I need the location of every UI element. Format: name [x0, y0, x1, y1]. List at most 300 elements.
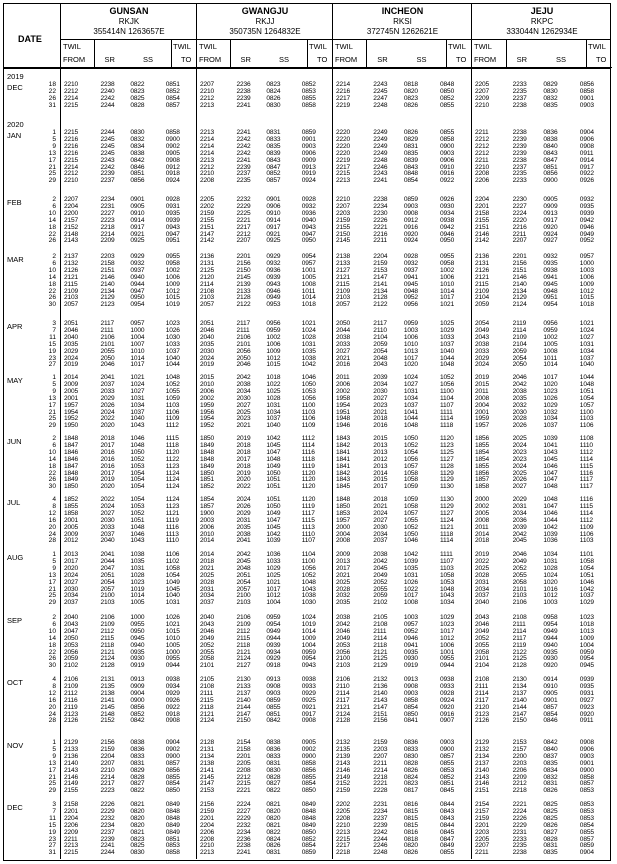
time-cell: 1115	[165, 435, 179, 442]
time-cell: 2039	[512, 523, 527, 531]
time-cell: 0856	[130, 177, 145, 185]
time-cell: 1855	[475, 462, 490, 470]
day-number: 20	[48, 523, 56, 531]
time-cell: 2051	[236, 571, 251, 579]
time-cell: 2028	[512, 415, 527, 423]
time-cell: 1005	[543, 340, 558, 348]
time-cell: 2111	[100, 326, 114, 334]
time-cell: 1052	[165, 380, 180, 388]
time-cell: 1036	[543, 537, 558, 545]
time-cell: 1036	[266, 551, 281, 558]
time-cell: 0902	[165, 745, 180, 753]
time-cell: 2054	[100, 578, 115, 586]
time-cell: 2137	[512, 689, 527, 697]
time-cell: 2121	[236, 648, 251, 656]
time-cell: 0955	[440, 655, 455, 663]
time-cell: 2038	[236, 380, 251, 388]
time-cell: 2216	[64, 135, 79, 143]
time-cell: 1017	[130, 361, 145, 369]
time-cell: 2242	[236, 149, 251, 157]
time-cell: 1119	[165, 516, 179, 524]
time-cell: 0904	[130, 689, 145, 697]
time-cell: 1046	[130, 530, 145, 538]
time-cell: 0823	[403, 94, 418, 102]
station-code: RKJJ	[255, 17, 275, 26]
time-cell: 0911	[579, 717, 594, 725]
time-cell: 1106	[579, 422, 594, 430]
time-cell: 0853	[579, 807, 594, 815]
time-cell: 0945	[130, 634, 145, 642]
time-cell: 2154	[236, 739, 251, 746]
time-cell: 2046	[512, 551, 527, 558]
day-number: 30	[48, 301, 56, 309]
time-cell: 1044	[440, 354, 455, 362]
day-number: 26	[48, 294, 56, 302]
time-cell: 0918	[165, 170, 180, 178]
time-cell: 2151	[475, 787, 490, 795]
time-cell: 2050	[100, 354, 115, 362]
time-cell: 1112	[301, 435, 315, 442]
day-number: 23	[48, 354, 56, 362]
time-cell: 0928	[165, 196, 180, 203]
time-cell: 0933	[301, 682, 316, 690]
time-cell: 2243	[100, 156, 115, 164]
day-number: 18	[48, 462, 56, 470]
time-cell: 2114	[512, 326, 527, 334]
time-cell: 2043	[200, 620, 215, 628]
time-cell: 0815	[403, 807, 418, 815]
time-cell: 2147	[373, 273, 388, 281]
twil-tick	[366, 40, 367, 68]
time-cell: 0823	[266, 81, 281, 88]
time-cell: 2208	[236, 766, 251, 774]
time-cell: 0946	[403, 634, 418, 642]
time-cell: 2030	[236, 394, 251, 402]
time-cell: 2108	[512, 614, 527, 621]
time-cell: 2006	[336, 380, 351, 388]
time-cell: 2037	[373, 537, 388, 545]
time-cell: 2046	[336, 627, 351, 635]
time-cell: 0914	[130, 216, 145, 224]
time-cell: 2120	[200, 273, 215, 281]
time-cell: 1021	[440, 301, 455, 309]
time-cell: 2210	[200, 170, 215, 178]
time-cell: 0910	[543, 682, 558, 690]
time-cell: 2017	[64, 557, 79, 565]
time-cell: 1116	[301, 448, 315, 456]
time-cell: 2129	[373, 662, 388, 670]
time-cell: 0835	[543, 849, 558, 857]
time-cell: 1037	[579, 354, 594, 362]
time-cell: 2010	[200, 530, 215, 538]
time-cell: 0935	[165, 209, 180, 217]
time-cell: 2055	[512, 571, 527, 579]
time-cell: 2020	[100, 483, 115, 491]
time-cell: 1104	[301, 551, 316, 558]
time-cell: 0826	[266, 94, 281, 102]
time-cell: 2039	[373, 374, 388, 381]
time-cell: 2043	[373, 361, 388, 369]
time-cell: 2135	[100, 682, 115, 690]
time-cell: 1020	[543, 578, 558, 586]
time-cell: 2216	[373, 230, 388, 238]
time-cell: 1052	[130, 455, 145, 463]
time-cell: 2249	[373, 149, 388, 157]
time-cell: 2109	[512, 333, 527, 341]
time-cell: 2207	[336, 202, 351, 210]
twil-tick	[506, 40, 507, 68]
time-cell: 1112	[165, 422, 179, 430]
time-cell: 0849	[301, 821, 316, 829]
time-cell: 1055	[165, 387, 180, 395]
time-cell: 2151	[200, 223, 215, 231]
time-cell: 2239	[236, 163, 251, 171]
time-cell: 2138	[100, 689, 115, 697]
time-cell: 1114	[301, 441, 315, 449]
time-cell: 2141	[200, 766, 215, 774]
time-cell: 1034	[543, 415, 558, 423]
time-cell: 0908	[165, 156, 180, 164]
time-cell: 1112	[579, 448, 593, 456]
time-cell: 1114	[440, 415, 454, 423]
time-cell: 2238	[512, 101, 527, 109]
time-cell: 2146	[64, 773, 79, 781]
time-cell: 2040	[200, 614, 215, 621]
time-cell: 2143	[64, 237, 79, 245]
time-cell: 2155	[200, 216, 215, 224]
time-cell: 2207	[373, 752, 388, 760]
time-cell: 1114	[440, 537, 454, 545]
time-cell: 1017	[266, 585, 281, 593]
time-cell: 2247	[373, 94, 388, 102]
time-cell: 2240	[100, 87, 115, 95]
time-cell: 2027	[100, 509, 115, 517]
time-cell: 0831	[266, 849, 281, 857]
time-cell: 0943	[266, 280, 281, 288]
time-cell: 0922	[579, 170, 594, 178]
time-cell: 2132	[336, 739, 351, 746]
time-cell: 0959	[579, 648, 594, 656]
time-cell: 1024	[579, 326, 594, 334]
time-cell: 0830	[403, 752, 418, 760]
sr-label: SR	[240, 55, 251, 64]
time-cell: 2207	[512, 237, 527, 245]
day-number: 11	[49, 333, 56, 341]
time-cell: 2221	[373, 780, 388, 788]
time-cell: 1850	[200, 435, 215, 442]
month-label: SEP	[7, 616, 23, 625]
time-cell: 2140	[236, 696, 251, 704]
month-label: MAR	[7, 255, 24, 264]
day-number: 13	[48, 149, 56, 157]
time-cell: 1850	[64, 483, 79, 491]
time-cell: 0854	[543, 710, 558, 718]
time-cell: 2242	[373, 828, 388, 836]
time-cell: 1957	[475, 422, 490, 430]
time-cell: 2159	[373, 739, 388, 746]
time-cell: 0857	[543, 703, 558, 711]
time-cell: 0936	[266, 266, 281, 274]
twilight-table	[3, 3, 611, 861]
time-cell: 0955	[440, 253, 455, 260]
time-cell: 2140	[100, 280, 115, 288]
time-cell: 2159	[475, 814, 490, 822]
time-cell: 2122	[373, 301, 388, 309]
time-cell: 2034	[236, 387, 251, 395]
time-cell: 0937	[130, 266, 145, 274]
time-cell: 2032	[512, 401, 527, 409]
time-cell: 1044	[579, 374, 594, 381]
time-cell: 2121	[200, 710, 215, 718]
time-cell: 2103	[512, 592, 527, 600]
time-cell: 1059	[165, 394, 180, 402]
time-cell: 2207	[475, 87, 490, 95]
time-cell: 0908	[403, 209, 418, 217]
time-cell: 2058	[200, 655, 215, 663]
time-cell: 2020	[64, 564, 79, 572]
time-cell: 2030	[200, 347, 215, 355]
time-cell: 0952	[579, 237, 594, 245]
time-cell: 1050	[130, 448, 145, 456]
time-cell: 2214	[64, 94, 79, 102]
time-cell: 0836	[543, 129, 558, 136]
time-cell: 0900	[543, 177, 558, 185]
time-cell: 1130	[440, 496, 454, 503]
time-cell: 1129	[440, 476, 454, 484]
time-cell: 2234	[100, 196, 115, 203]
time-cell: 2143	[475, 773, 490, 781]
time-cell: 2133	[236, 682, 251, 690]
time-cell: 0921	[266, 230, 281, 238]
time-cell: 2241	[236, 101, 251, 109]
time-cell: 2050	[236, 354, 251, 362]
time-cell: 2231	[373, 801, 388, 808]
time-cell: 1120	[165, 448, 180, 456]
time-cell: 0954	[266, 620, 281, 628]
time-cell: 0848	[403, 170, 418, 178]
day-number: 30	[48, 662, 56, 670]
twil-label: TWIL	[199, 42, 217, 51]
time-cell: 1002	[266, 333, 281, 341]
day-number: 2	[52, 253, 56, 260]
time-cell: 1049	[266, 462, 281, 470]
time-cell: 2101	[475, 655, 490, 663]
time-cell: 2047	[64, 627, 79, 635]
day-number: 20	[48, 703, 56, 711]
time-cell: 0826	[543, 821, 558, 829]
time-cell: 2021	[236, 422, 251, 430]
time-cell: 1052	[301, 571, 316, 579]
time-cell: 1841	[336, 448, 351, 456]
time-cell: 1009	[266, 347, 281, 355]
time-cell: 2018	[200, 557, 215, 565]
time-cell: 0854	[301, 780, 316, 788]
time-cell: 0852	[301, 835, 316, 843]
time-cell: 2212	[64, 170, 79, 178]
time-cell: 1028	[543, 564, 558, 572]
time-cell: 0820	[130, 821, 145, 829]
twil-label: TWIL	[474, 42, 492, 51]
time-cell: 0914	[266, 216, 281, 224]
time-cell: 0914	[543, 676, 558, 683]
time-cell: 2215	[336, 170, 351, 178]
time-cell: 2005	[475, 509, 490, 517]
day-number: 17	[48, 156, 56, 164]
time-cell: 1029	[543, 401, 558, 409]
time-cell: 2042	[336, 620, 351, 628]
time-cell: 2227	[236, 807, 251, 815]
time-cell: 2124	[512, 301, 527, 309]
time-cell: 1000	[579, 259, 594, 267]
time-cell: 0852	[165, 87, 180, 95]
time-cell: 2220	[512, 216, 527, 224]
day-number: 10	[48, 627, 56, 635]
time-cell: 0852	[301, 81, 316, 88]
time-cell: 0908	[301, 717, 316, 725]
time-cell: 0816	[403, 801, 418, 808]
time-cell: 2215	[236, 780, 251, 788]
time-cell: 0859	[579, 842, 594, 850]
time-cell: 0953	[266, 301, 281, 309]
time-cell: 0820	[130, 814, 145, 822]
twil-tick	[230, 40, 231, 68]
time-cell: 2139	[236, 280, 251, 288]
time-cell: 1027	[579, 333, 594, 341]
time-cell: 2221	[236, 216, 251, 224]
time-cell: 2145	[236, 273, 251, 281]
time-cell: 0846	[543, 717, 558, 725]
time-cell: 2109	[64, 287, 79, 295]
time-cell: 0906	[579, 745, 594, 753]
time-cell: 1120	[440, 435, 454, 442]
time-cell: 1043	[301, 585, 316, 593]
time-cell: 2116	[64, 696, 78, 704]
time-cell: 0940	[130, 641, 145, 649]
day-number: 15	[48, 821, 56, 829]
time-cell: 1855	[64, 502, 79, 510]
to-label: TO	[456, 55, 467, 64]
time-cell: 0848	[301, 814, 316, 822]
time-cell: 2214	[336, 81, 351, 88]
time-cell: 2158	[475, 209, 490, 217]
time-cell: 1018	[579, 301, 594, 309]
time-cell: 2013	[64, 551, 79, 558]
time-cell: 2029	[236, 509, 251, 517]
time-cell: 1120	[301, 469, 316, 477]
time-cell: 1048	[301, 578, 316, 586]
time-cell: 2018	[373, 415, 388, 423]
time-cell: 1106	[165, 408, 180, 416]
time-cell: 2210	[475, 163, 490, 171]
time-cell: 1107	[301, 537, 316, 545]
time-cell: 2152	[64, 223, 79, 231]
time-cell: 0840	[543, 142, 558, 150]
time-cell: 2115	[200, 696, 214, 704]
time-cell: 2046	[64, 326, 79, 334]
time-cell: 1029	[579, 599, 594, 607]
time-cell: 2140	[512, 280, 527, 288]
time-cell: 2059	[64, 655, 79, 663]
time-cell: 0820	[403, 87, 418, 95]
time-cell: 2150	[512, 717, 527, 725]
time-cell: 2159	[336, 216, 351, 224]
time-cell: 1104	[440, 394, 454, 402]
time-cell: 1019	[301, 620, 316, 628]
time-cell: 2204	[64, 202, 79, 210]
time-cell: 2012	[373, 455, 388, 463]
time-cell: 2157	[512, 745, 527, 753]
twil-tick	[307, 40, 308, 68]
time-cell: 2146	[475, 780, 490, 788]
time-cell: 2046	[475, 620, 490, 628]
time-cell: 2203	[373, 745, 388, 753]
time-cell: 1026	[165, 614, 180, 621]
time-cell: 1852	[64, 496, 79, 503]
time-cell: 0901	[579, 759, 594, 767]
time-cell: 2208	[200, 835, 215, 843]
day-number: 22	[48, 469, 56, 477]
day-number: 16	[48, 696, 56, 704]
time-cell: 2038	[373, 551, 388, 558]
day-number: 4	[52, 676, 56, 683]
time-cell: 1110	[165, 537, 179, 545]
time-cell: 2006	[200, 387, 215, 395]
time-cell: 1103	[440, 564, 454, 572]
day-number: 21	[48, 408, 56, 416]
time-cell: 2119	[512, 641, 527, 649]
time-cell: 2055	[475, 641, 490, 649]
time-cell: 1114	[579, 455, 593, 463]
time-cell: 2049	[336, 634, 351, 642]
time-cell: 2106	[236, 614, 251, 621]
time-cell: 0957	[130, 320, 145, 327]
time-cell: 1056	[301, 394, 316, 402]
time-cell: 1021	[301, 320, 316, 327]
time-cell: 2049	[512, 557, 527, 565]
sr-label: SR	[377, 55, 388, 64]
day-number: 17	[48, 401, 56, 409]
time-cell: 0938	[440, 216, 455, 224]
time-cell: 0841	[403, 717, 418, 725]
time-cell: 2213	[200, 101, 215, 109]
time-cell: 2004	[475, 401, 490, 409]
time-cell: 1022	[266, 380, 281, 388]
time-cell: 1052	[403, 441, 418, 449]
time-cell: 0948	[403, 287, 418, 295]
time-cell: 0833	[266, 752, 281, 760]
time-cell: 2011	[336, 374, 350, 381]
time-cell: 2246	[373, 163, 388, 171]
time-cell: 1018	[301, 301, 316, 309]
time-cell: 2229	[236, 814, 251, 822]
time-cell: 2233	[512, 81, 527, 88]
time-cell: 1003	[579, 266, 594, 274]
time-cell: 1046	[543, 462, 558, 470]
time-cell: 2024	[64, 571, 79, 579]
time-cell: 2216	[512, 223, 527, 231]
time-cell: 1017	[403, 354, 418, 362]
time-cell: 2002	[200, 394, 215, 402]
time-cell: 0857	[579, 835, 594, 843]
time-cell: 1054	[130, 476, 145, 484]
time-cell: 1037	[130, 408, 145, 416]
time-cell: 1040	[579, 361, 594, 369]
time-cell: 0830	[130, 849, 145, 857]
time-cell: 0858	[165, 849, 180, 857]
time-cell: 1855	[475, 441, 490, 449]
time-cell: 0938	[165, 676, 180, 683]
time-cell: 0853	[165, 842, 180, 850]
